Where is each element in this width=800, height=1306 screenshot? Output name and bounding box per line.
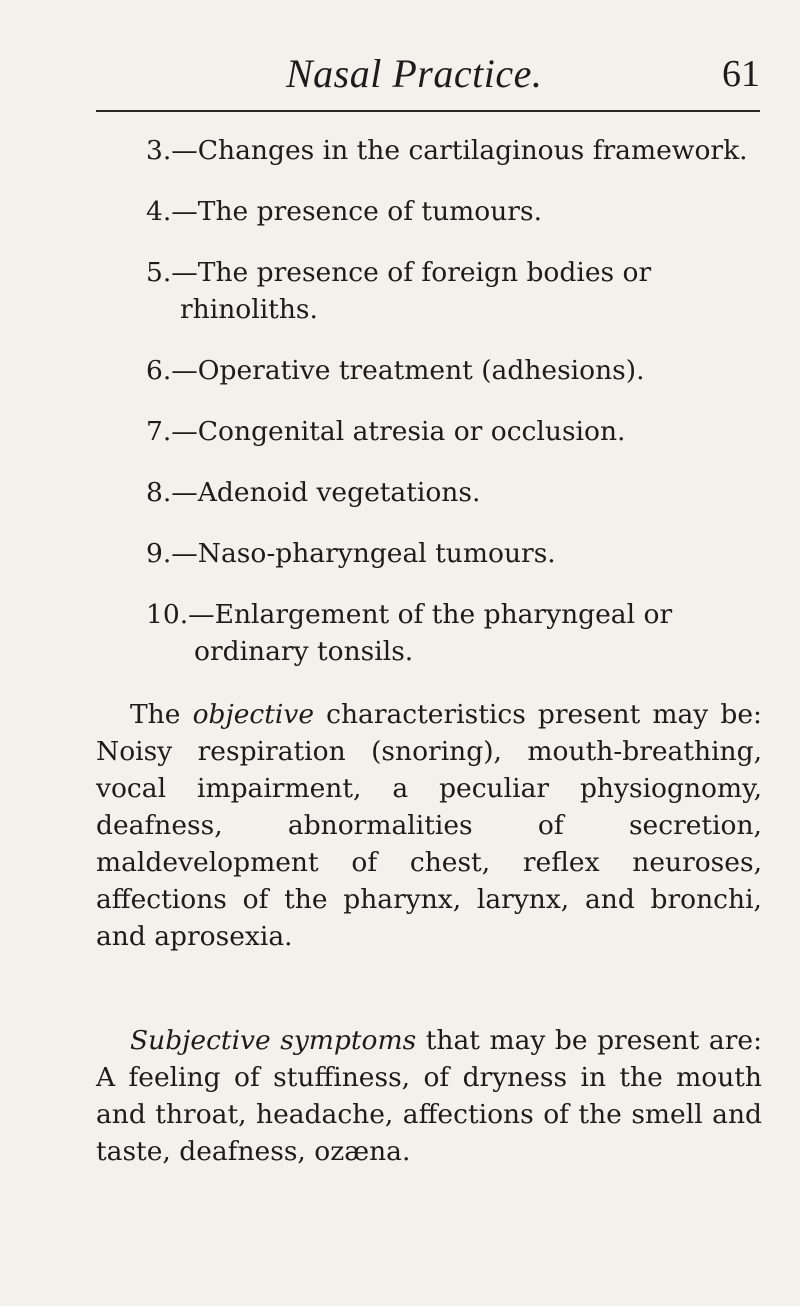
list-item: 4.—The presence of tumours.	[146, 196, 542, 227]
subjective-emphasis: Subjective symptoms	[130, 1025, 417, 1056]
list-item: 6.—Operative treatment (adhesions).	[146, 355, 645, 386]
header-rule	[96, 110, 760, 112]
list-item: 5.—The presence of foreign bodies or rhinoliths.	[146, 257, 652, 325]
list-item: 3.—Changes in the cartilaginous framework.	[146, 135, 748, 166]
objective-text: characteristics present may be: Noisy respiration (snoring), mouth-breathing, vocal impairment, a peculiar physiognomy, deafness, abnormalities of secretion, maldevelopment of chest, reflex neuroses, affections of the pharynx, larynx, and bronchi, and aprosexia.	[96, 699, 762, 952]
subjective-text: that may be present are: A feeling of stuffiness, of dryness in the mouth and throat, headache, affections of the smell and taste, deafness, ozæna.	[96, 1025, 762, 1167]
list-item: 7.—Congenital atresia or occlusion.	[146, 416, 626, 447]
objective-lead: The	[130, 699, 193, 730]
objective-paragraph	[96, 696, 762, 955]
list-item: 10.—Enlargement of the pharyngeal or ordinary tonsils.	[146, 599, 673, 667]
page-number: 61	[722, 53, 760, 95]
subjective-paragraph	[96, 1022, 762, 1170]
list-item: 8.—Adenoid vegetations.	[146, 477, 481, 508]
objective-emphasis: objective	[192, 699, 314, 730]
list-item: 9.—Naso-pharyngeal tumours.	[146, 538, 556, 569]
running-head	[96, 48, 760, 100]
causes-list	[146, 132, 766, 694]
running-title: Nasal Practice.	[286, 51, 543, 96]
